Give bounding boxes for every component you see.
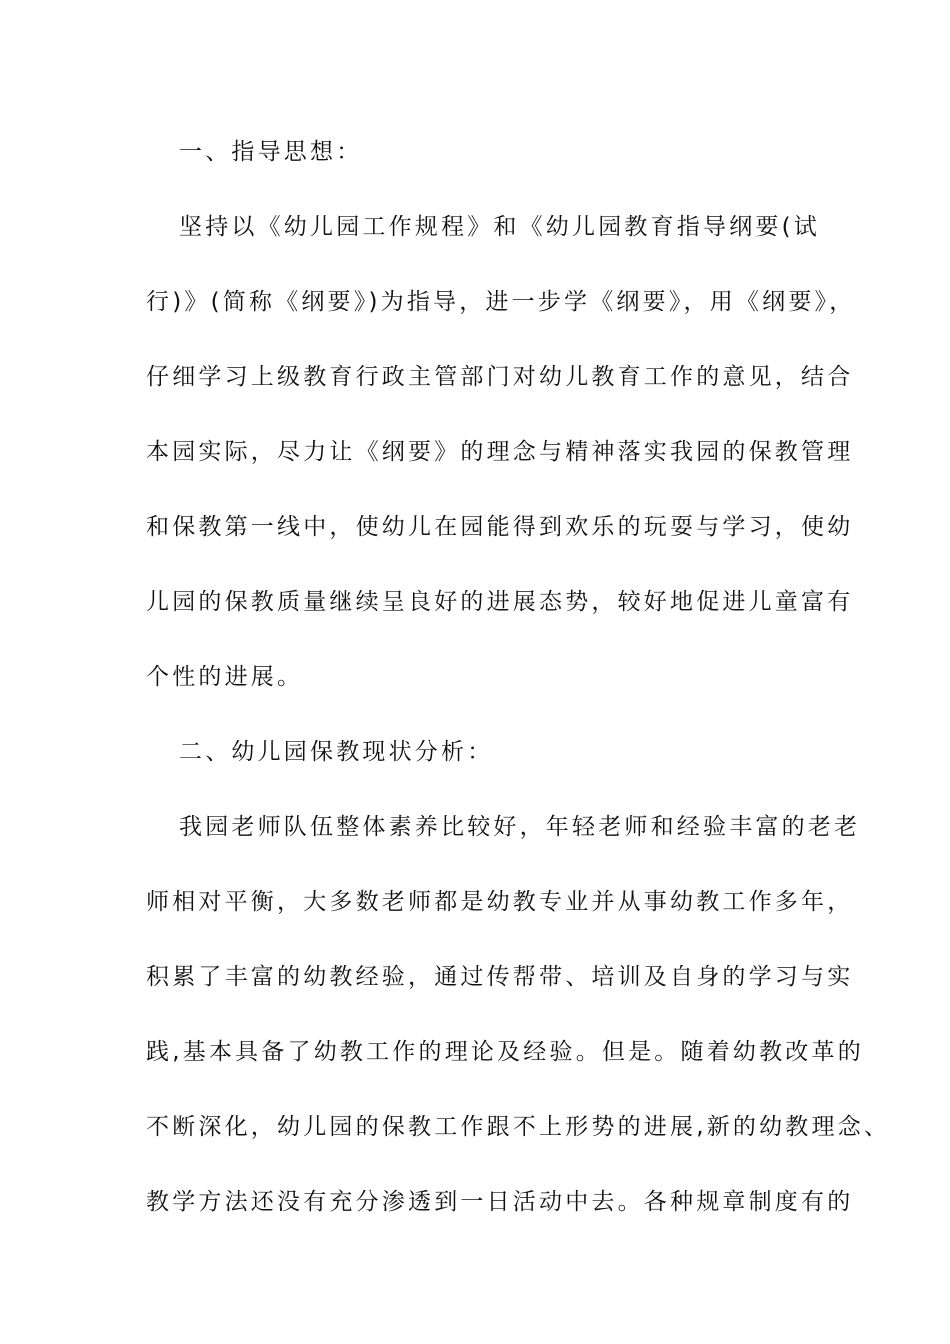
heading-guiding-ideology: 一、指导思想：: [179, 139, 363, 165]
paragraph-line: 仔细学习上级教育行政主管部门对幼儿教育工作的意见，结合: [146, 364, 854, 390]
paragraph-line: 个性的进展。: [146, 664, 304, 690]
paragraph-line: 教学方法还没有充分渗透到一日活动中去。各种规章制度有的: [146, 1189, 854, 1215]
paragraph-line: 本园实际，尽力让《纲要》的理念与精神落实我园的保教管理: [146, 439, 854, 465]
heading-status-analysis: 二、幼儿园保教现状分析：: [179, 739, 494, 765]
paragraph-line: 儿园的保教质量继续呈良好的进展态势，较好地促进儿童富有: [146, 589, 854, 615]
paragraph-line: 行)》(简称《纲要》)为指导，进一步学《纲要》，用《纲要》，: [146, 289, 856, 315]
paragraph-line: 师相对平衡，大多数老师都是幼教专业并从事幼教工作多年，: [146, 889, 854, 915]
paragraph-line: 践,基本具备了幼教工作的理论及经验。但是。随着幼教改革的: [146, 1039, 864, 1065]
paragraph-line: 坚持以《幼儿园工作规程》和《幼儿园教育指导纲要(试: [179, 214, 820, 240]
paragraph-line: 我园老师队伍整体素养比较好，年轻老师和经验丰富的老老: [179, 814, 861, 840]
paragraph-line: 不断深化，幼儿园的保教工作跟不上形势的进展,新的幼教理念、: [146, 1114, 891, 1140]
paragraph-line: 和保教第一线中，使幼儿在园能得到欢乐的玩耍与学习，使幼: [146, 514, 854, 540]
paragraph-line: 积累了丰富的幼教经验，通过传帮带、培训及自身的学习与实: [146, 964, 854, 990]
